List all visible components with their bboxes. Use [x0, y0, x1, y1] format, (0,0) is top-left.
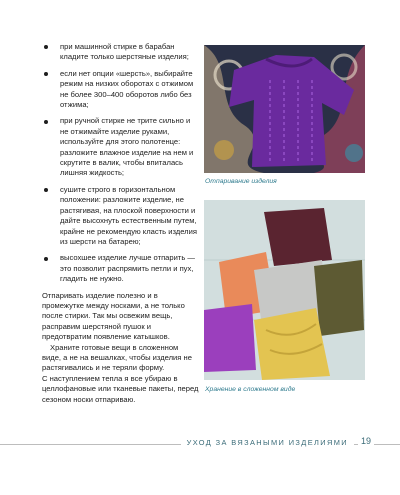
folded-knitwear-photo [204, 200, 365, 380]
text-column [42, 42, 199, 405]
photo-caption: Отпаривание изделия [205, 178, 277, 185]
bullet-icon [44, 120, 48, 124]
body-paragraph: С наступлением тепла я все убираю в целлофановые или тканевые пакеты, перед сезоном носки отпариваю. [42, 373, 199, 404]
list-item: при ручной стирке не трите сильно и не отжимайте изделие руками, используйте для этого полотенце: разложите влажное изделие на нем и скрутите в валик, чтобы впиталась лишняя жидкость; [42, 116, 199, 178]
body-paragraph: Отпаривать изделие полезно и в промежутке между носками, а не только после стирки. Так мы освежим вещь, расправим шерстяной пушок и предотвратим появление катышков. [42, 290, 185, 342]
bullet-icon [44, 45, 48, 49]
bullet-icon [44, 72, 48, 76]
body-paragraph: Храните готовые вещи в сложенном виде, а не на вешалках, чтобы изделия не растягивались и не теряли форму. [42, 342, 192, 373]
list-item: при машинной стирке в барабан кладите только шерстяные изделия; [42, 42, 199, 63]
photo-caption: Хранение в сложенном виде [205, 386, 296, 393]
page-number: 19 [358, 435, 374, 447]
care-tips-list [42, 42, 199, 285]
list-item: если нет опции «шерсть», выбирайте режим на низких оборотах с отжимом не более 300–400 оборотов либо без отжима; [42, 69, 199, 111]
bullet-icon [44, 257, 48, 261]
steaming-photo [204, 45, 365, 173]
page-footer [0, 432, 400, 458]
folded-sweaters-image [204, 200, 365, 380]
purple-sweater-image [204, 45, 365, 173]
section-title: УХОД ЗА ВЯЗАНЫМИ ИЗДЕЛИЯМИ [181, 436, 354, 449]
bullet-icon [44, 188, 48, 192]
list-item: сушите строго в горизонтальном положении: разложите изделие, не растягивая, на плоской поверхности и дайте высохнуть естественным путем, крайне не рекомендую класть изделия из шерсти на батарею; [42, 185, 199, 247]
list-item: высохшее изделие лучше отпарить — это позволит распрямить петли и пух, гладить не нужно. [42, 253, 199, 284]
